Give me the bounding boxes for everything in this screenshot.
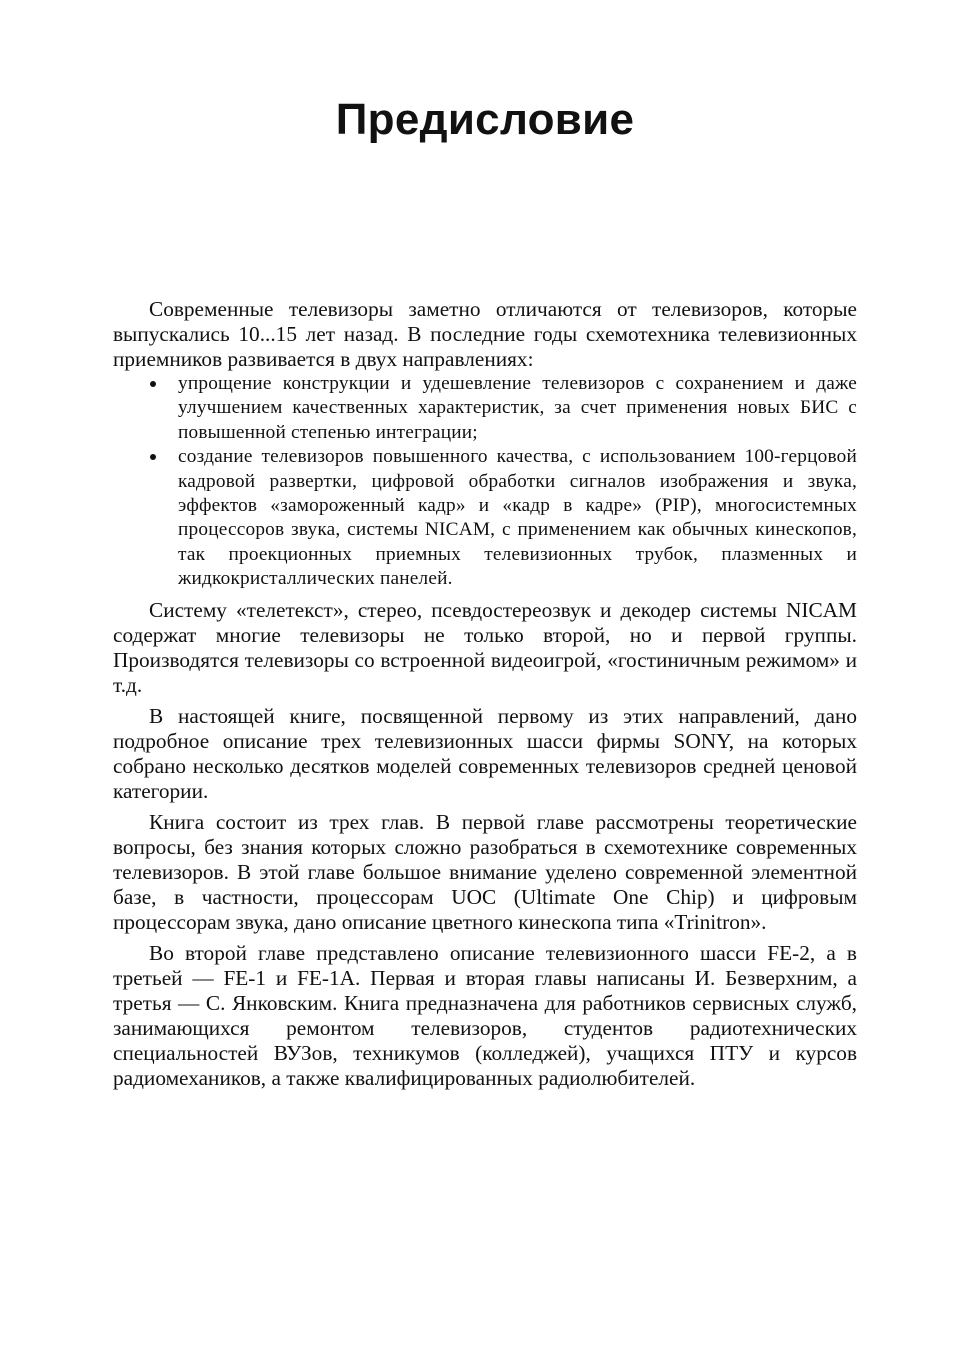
- bullet-list: [113, 372, 857, 592]
- paragraph: Во второй главе представлено описание телевизионного шасси FE-2, а в третьей — FE-1 и FE-1A. Первая и вторая главы написаны И. Безверхним, а третья — С. Янковским. Книга предназначена для работников сервисных служб, занимающихся ремонтом телевизоров, студентов радиотехнических специальностей ВУЗов, техникумов (колледжей), учащихся ПТУ и курсов радиомехаников, а также квалифицированных радиолюбителей.: [113, 940, 857, 1090]
- bullet-dot-icon: [150, 381, 156, 387]
- bullet-text: создание телевизоров повышенного качества, с использованием 100-герцовой кадровой развертки, цифровой обработки сигналов изображения и звука, эффектов «замороженный кадр» и «кадр в кадре» (PIP), многосистемных процессоров звука, системы NICAM, с применением как обычных кинескопов, так проекционных приемных телевизионных трубок, плазменных и жидкокристаллических панелей.: [178, 446, 857, 590]
- page-title: Предисловие: [335, 95, 635, 144]
- bullet-text: упрощение конструкции и удешевление телевизоров с сохранением и даже улучшением качественных характеристик, за счет применения новых БИС с повышенной степенью интеграции;: [178, 373, 857, 443]
- bullet-item: [113, 372, 857, 445]
- paragraph: Книга состоит из трех глав. В первой главе рассмотрены теоретические вопросы, без знания которых сложно разобраться в схемотехнике современных телевизоров. В этой главе большое внимание уделено современной элементной базе, в частности, процессорам UOC (Ultimate One Chip) и цифровым процессорам звука, дано описание цветного кинескопа типа «Trinitron».: [113, 809, 857, 934]
- bullet-dot-icon: [150, 454, 156, 460]
- bullet-item: [113, 445, 857, 591]
- body-text: [113, 297, 857, 1097]
- intro-paragraph: Современные телевизоры заметно отличаются от телевизоров, которые выпускались 10...15 лет назад. В последние годы схемотехника телевизионных приемников развивается в двух направлениях:: [113, 297, 857, 371]
- paragraph: В настоящей книге, посвященной первому из этих направлений, дано подробное описание трех телевизионных шасси фирмы SONY, на которых собрано несколько десятков моделей современных телевизоров средней ценовой категории.: [113, 703, 857, 803]
- paragraph: Систему «телетекст», стерео, псевдостереозвук и декодер системы NICAM содержат многие телевизоры не только второй, но и первой группы. Производятся телевизоры со встроенной видеоигрой, «гостиничным режимом» и т.д.: [113, 597, 857, 697]
